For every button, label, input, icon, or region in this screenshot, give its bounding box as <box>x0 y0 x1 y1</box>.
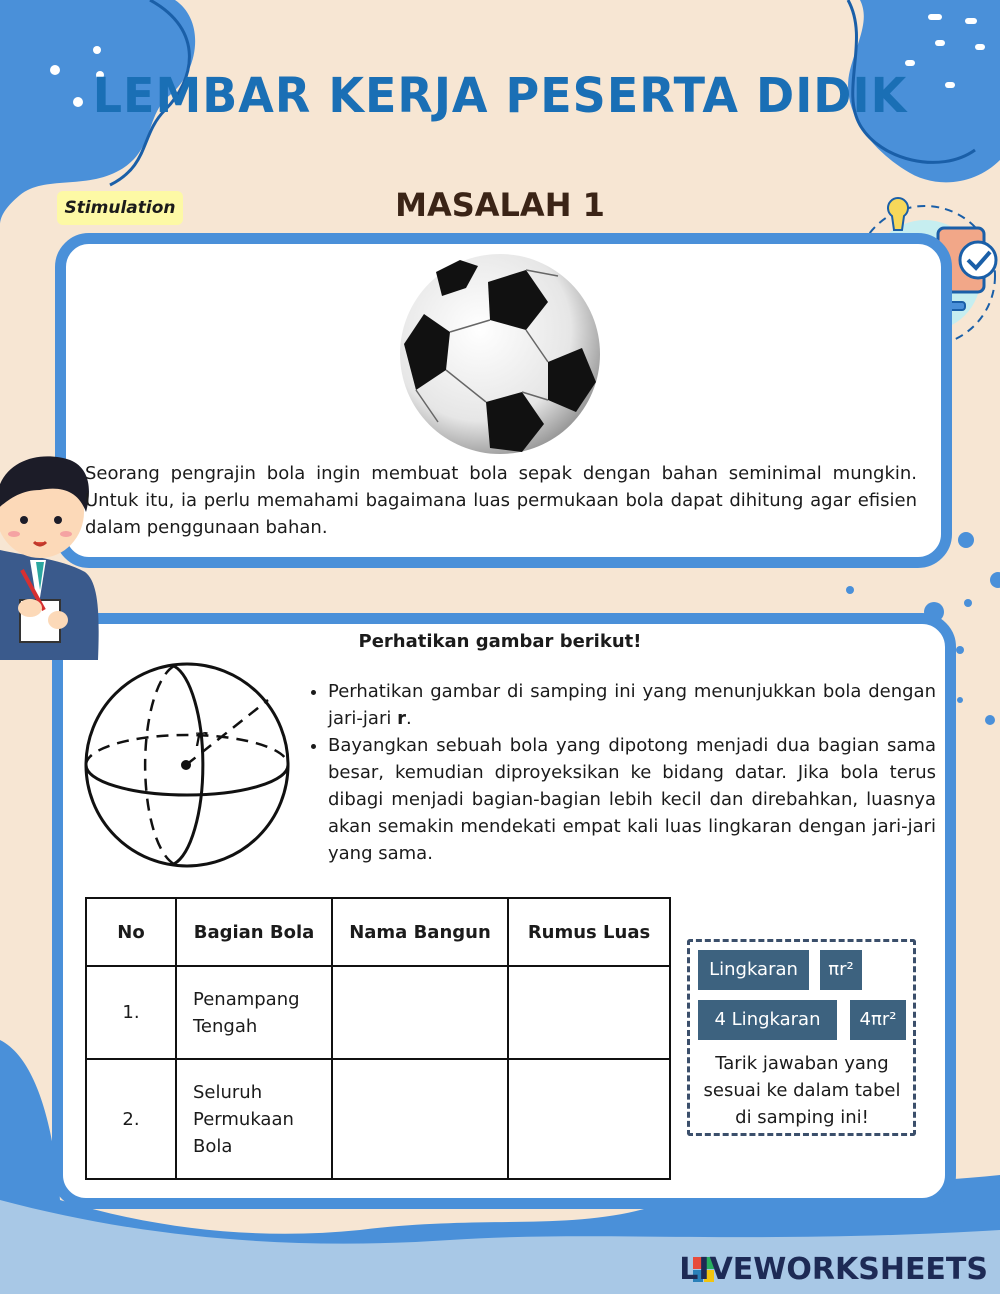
bullet-item <box>328 678 936 732</box>
header-shape: Nama Bangun <box>332 898 508 966</box>
sphere-radius-label: r <box>194 723 207 753</box>
header-part: Bagian Bola <box>176 898 332 966</box>
drag-instruction: Tarik jawaban yang sesuai ke dalam tabel di samping ini! <box>703 1053 901 1128</box>
observation-bullets <box>300 678 936 867</box>
table-row <box>86 1059 670 1179</box>
drop-zone-formula[interactable] <box>508 966 670 1059</box>
table-row <box>86 966 670 1059</box>
drop-zone-shape[interactable] <box>332 966 508 1059</box>
table-header-row <box>86 898 670 966</box>
footer-brand: LIVEWORKSHEETS <box>679 1252 988 1287</box>
soccer-ball-icon <box>398 252 602 456</box>
drag-chip-4-pi-r-squared[interactable]: 4πr² <box>850 1000 906 1040</box>
sphere-diagram-icon <box>82 662 292 868</box>
page-title: LEMBAR KERJA PESERTA DIDIK <box>92 66 908 124</box>
drop-zone-formula[interactable] <box>508 1059 670 1179</box>
header-formula: Rumus Luas <box>508 898 670 966</box>
bullet-item: • Bayangkan sebuah bola yang dipotong menjadi dua bagian sama besar, kemudian diproyeksikan ke bidang datar. Jika bola terus dibagi menjadi bagian-bagian lebih kecil dan direbahkan, luasnya akan semakin mendekati empat kali luas lingkaran dengan jari-jari yang sama. <box>328 732 936 867</box>
drag-chip-lingkaran[interactable]: Lingkaran <box>698 950 809 990</box>
row-part: Seluruh Permukaan Bola <box>176 1059 332 1179</box>
drag-chip-pi-r-squared[interactable]: πr² <box>820 950 862 990</box>
observation-heading: Perhatikan gambar berikut! <box>358 631 642 652</box>
row-no: 2. <box>86 1059 176 1179</box>
bullet1-text: Perhatikan gambar di samping ini yang menunjukkan bola dengan jari-jari <box>328 681 936 729</box>
row-part: Penampang Tengah <box>176 966 332 1059</box>
problem-title: MASALAH 1 <box>395 186 605 224</box>
drop-zone-shape[interactable] <box>332 1059 508 1179</box>
drag-chip-4-lingkaran[interactable]: 4 Lingkaran <box>698 1000 837 1040</box>
answer-table <box>85 897 671 1180</box>
bullet1-bold: r <box>397 708 406 729</box>
stage-badge: Stimulation <box>57 191 183 225</box>
header-no: No <box>86 898 176 966</box>
bullet1-end: . <box>405 708 412 729</box>
row-no: 1. <box>86 966 176 1059</box>
problem-text: Seorang pengrajin bola ingin membuat bola sepak dengan bahan seminimal mungkin. Untuk itu, ia perlu memahami bagaimana luas permukaan bola dapat dihitung agar efisien dalam penggunaan bahan. <box>85 463 917 538</box>
